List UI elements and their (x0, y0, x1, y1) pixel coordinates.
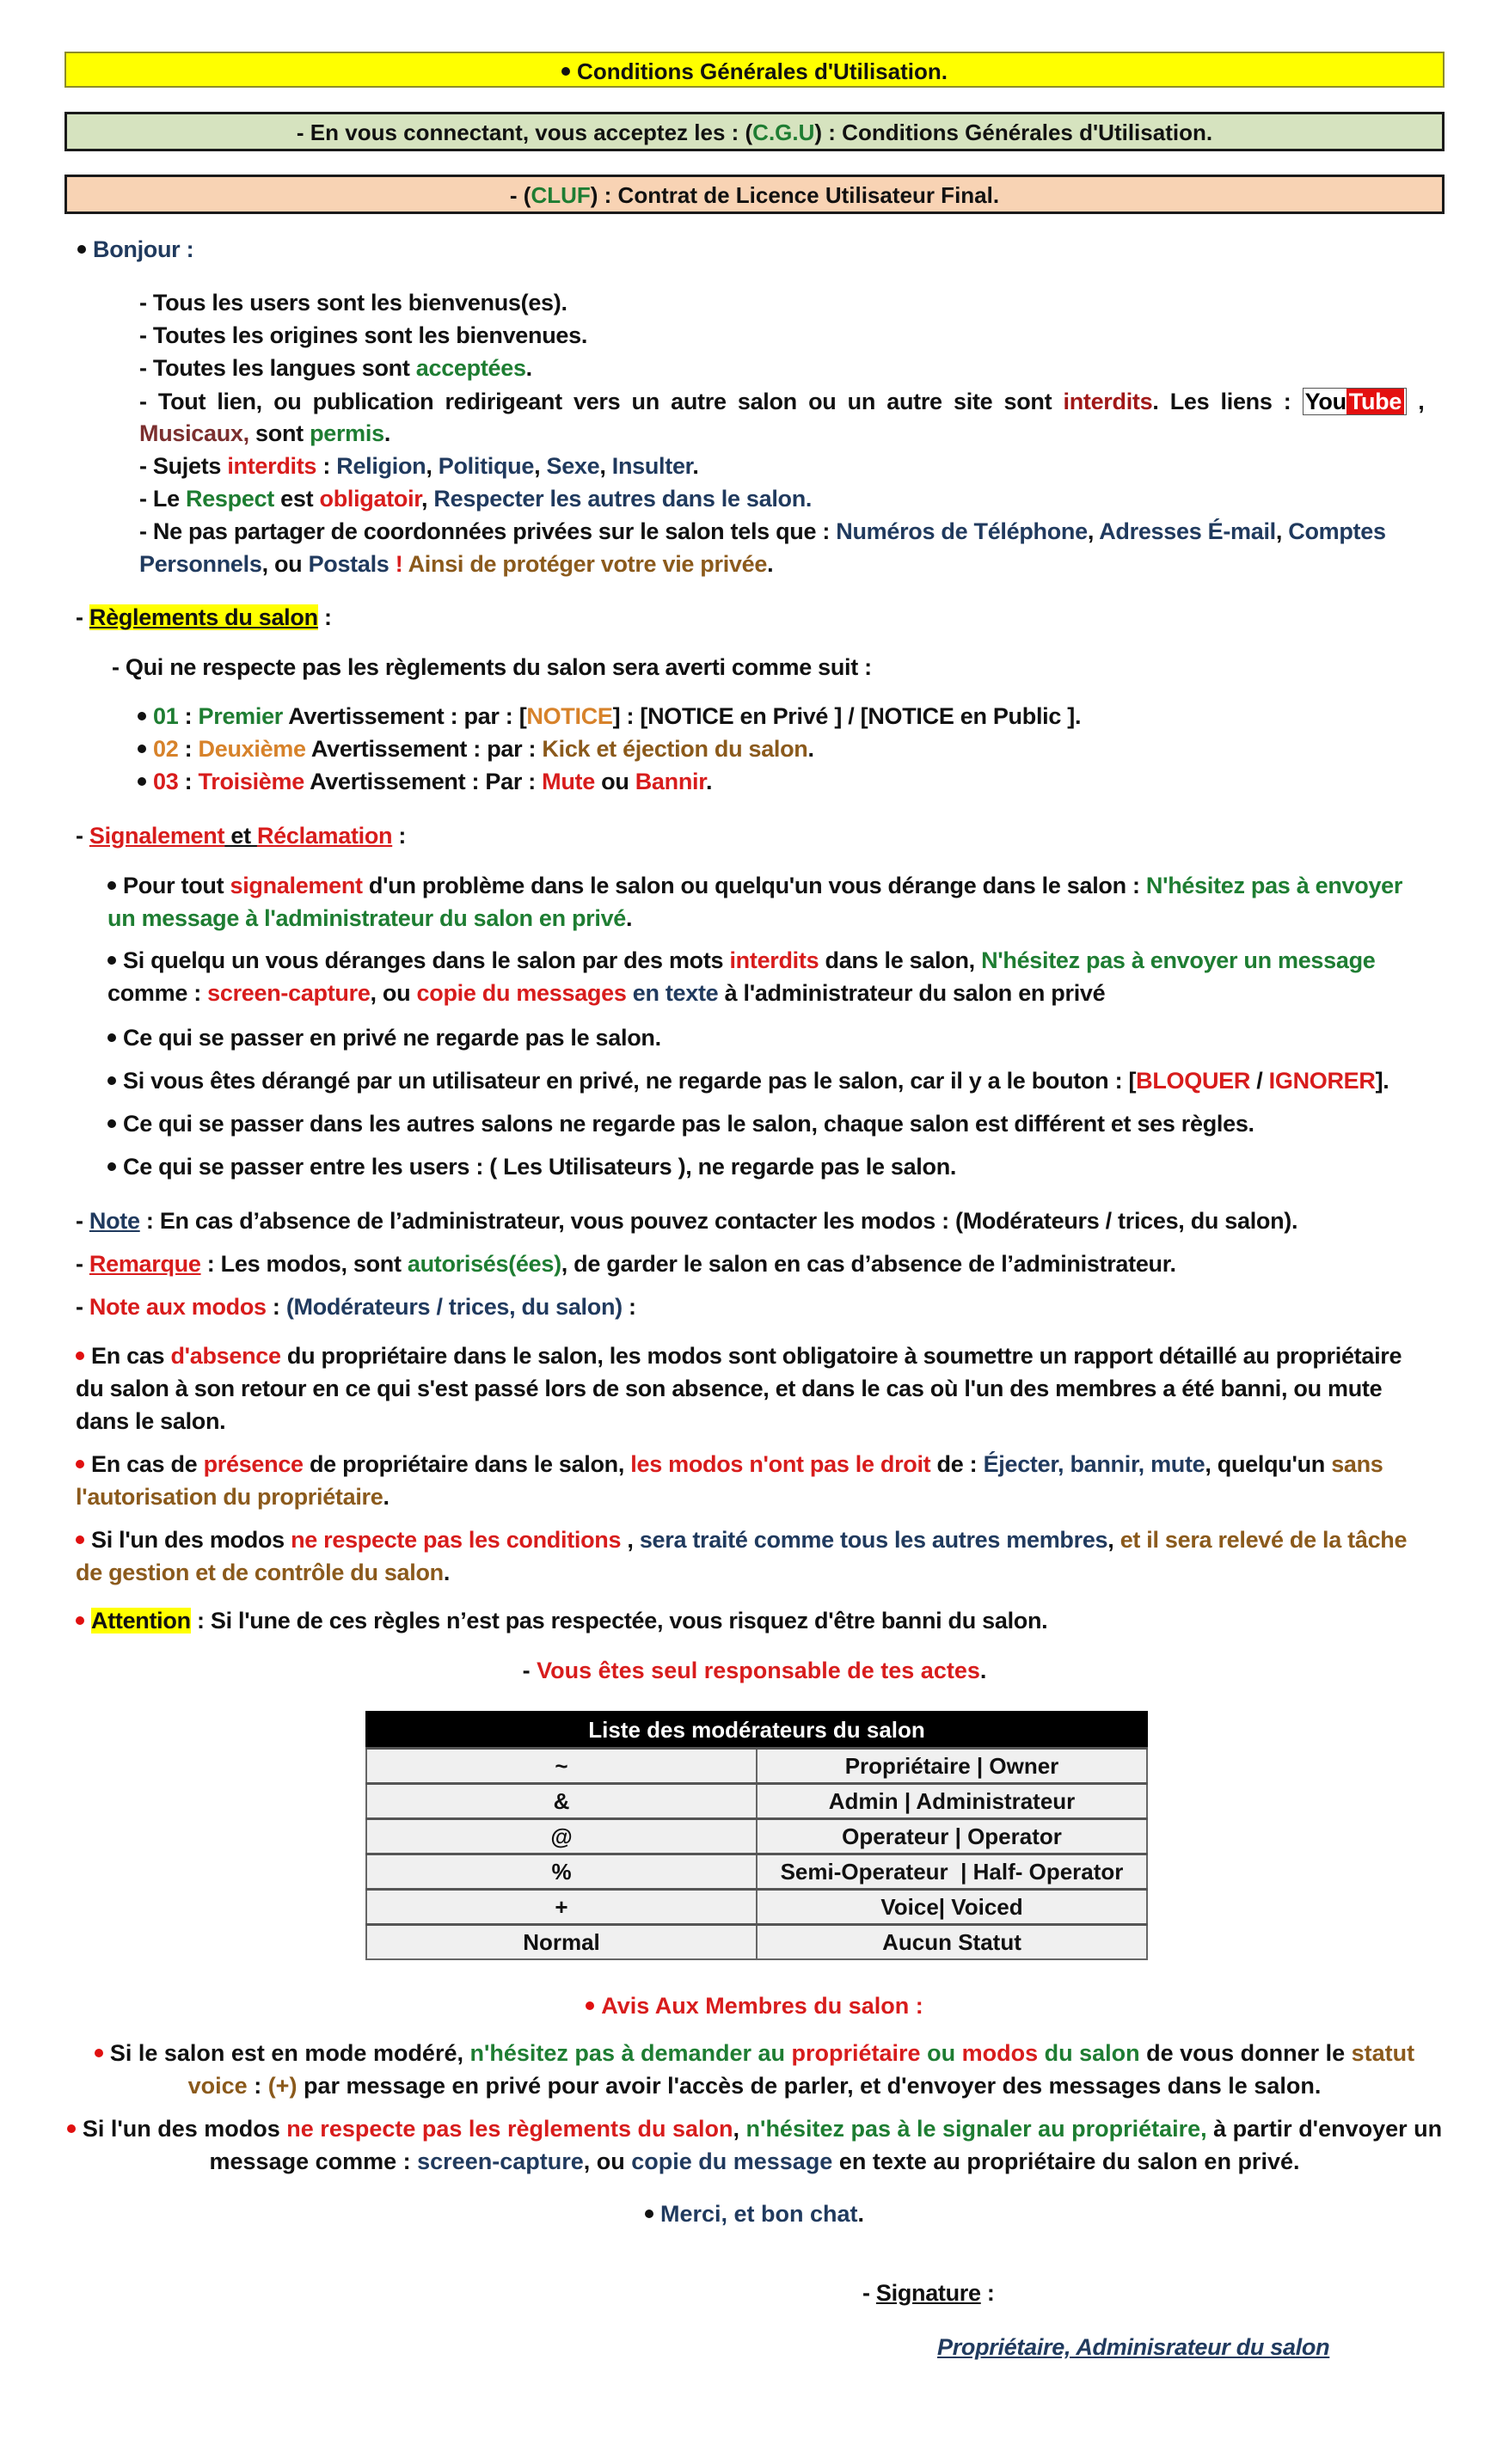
text: - (862, 2280, 876, 2306)
text: - (76, 604, 89, 630)
text: En cas de (91, 1451, 204, 1477)
text: Religion (336, 453, 426, 479)
text: d'absence (170, 1343, 281, 1369)
modos-rule-3 (76, 1527, 1407, 1554)
bullet-icon (107, 1076, 116, 1085)
bullet-icon (77, 245, 86, 254)
table-row (366, 1925, 1147, 1960)
text: Si le salon est en mode modéré, (109, 2040, 470, 2066)
bonjour-heading-text: Bonjour : (93, 236, 194, 262)
text: Politique (438, 453, 535, 479)
text: : (317, 604, 332, 630)
text: Premier (198, 703, 284, 729)
text: sans (1331, 1451, 1383, 1477)
links-rule-line (139, 388, 1438, 415)
bullet-icon (76, 1352, 84, 1360)
text: Signalement (89, 823, 225, 849)
bullet-icon (138, 777, 146, 786)
text: Merci, et bon chat (659, 2201, 858, 2227)
text: , de garder le salon en cas d’absence de l’administrateur. (561, 1251, 1176, 1277)
text: Si l'un des modos (82, 2116, 287, 2142)
youtube-you: You (1304, 389, 1346, 414)
bullet-icon (107, 1162, 116, 1171)
text: - (522, 1658, 537, 1683)
text: interdits (227, 453, 317, 479)
signalement-point-5 (107, 1111, 1254, 1137)
text: sera traité comme tous les autres membres (639, 1527, 1108, 1553)
text: ] : [NOTICE en Privé ] / [NOTICE en Public ]. (612, 703, 1082, 729)
text: . (857, 2201, 865, 2227)
text: de propriétaire dans le salon, (303, 1451, 631, 1477)
text: Personnels (139, 551, 262, 577)
welcome-line-3 (139, 355, 532, 382)
text: copie du message (631, 2148, 833, 2174)
signalement-point-3 (107, 1025, 661, 1051)
youtube-logo-icon (1303, 388, 1407, 415)
text: , (1107, 1527, 1120, 1553)
links-rule-line-2 (139, 420, 390, 447)
text: obligatoir (319, 486, 422, 512)
text: Si l'un des modos (91, 1527, 291, 1553)
role-cell: Propriétaire | Owner (757, 1749, 1147, 1784)
text: . (383, 420, 391, 446)
text: N'hésitez pas à envoyer un message (981, 947, 1376, 973)
text: Sexe (546, 453, 600, 479)
text: copie du messages (416, 980, 627, 1006)
text: - Sujets (139, 453, 228, 479)
avis-point-2 (0, 2116, 1509, 2142)
text: Éjecter, bannir, mute (983, 1451, 1205, 1477)
text: - (76, 823, 89, 849)
cgu-abbr: C.G.U (752, 120, 815, 145)
signalement-point-1 (107, 873, 1436, 899)
symbol-cell: @ (366, 1819, 757, 1854)
text: par message en privé pour avoir l'accès de parler, et d'envoyer des messages dans le salon. (297, 2073, 1322, 2099)
text: . (443, 1560, 451, 1585)
symbol-cell: & (366, 1784, 757, 1819)
text: Musicaux, (139, 420, 249, 446)
symbol-cell: % (366, 1854, 757, 1890)
text: . (692, 453, 699, 479)
text: : (980, 2280, 995, 2306)
text: Vous êtes seul responsable de tes actes (537, 1658, 980, 1683)
text: Bannir (635, 769, 706, 794)
privacy-line-2 (139, 551, 773, 578)
respect-line (139, 486, 812, 512)
text: , (1087, 518, 1100, 544)
signalement-point-1-cont (107, 905, 632, 932)
cluf-abbr: CLUF (531, 182, 591, 208)
text: un message à l'administrateur du salon en privé (107, 905, 627, 931)
table-row (366, 1819, 1147, 1854)
text: Postals (308, 551, 390, 577)
text: Numéros de Téléphone (836, 518, 1088, 544)
text: - (76, 1294, 89, 1320)
modos-rule-2-cont (76, 1484, 390, 1511)
text: . (767, 551, 774, 577)
text: en texte au propriétaire du salon en privé. (832, 2148, 1300, 2174)
signalement-point-2-cont (107, 980, 1105, 1007)
attention-label: Attention (91, 1608, 191, 1633)
text: : (622, 1294, 636, 1320)
text: , ou (261, 551, 309, 577)
warning-3 (138, 769, 712, 795)
text: Note aux modos (89, 1294, 267, 1320)
text: Remarque (89, 1251, 201, 1277)
text: - (76, 1208, 89, 1234)
text: , (1275, 518, 1289, 544)
text: , ou (583, 2148, 632, 2174)
text: à l'administrateur du salon en privé (718, 980, 1106, 1006)
role-cell: Voice| Voiced (757, 1890, 1147, 1925)
signature-label (862, 2280, 995, 2307)
text: NOTICE (526, 703, 613, 729)
cluf-suffix: ) : Contrat de Licence Utilisateur Final. (590, 182, 1000, 208)
avis-heading (0, 1993, 1509, 2020)
note-line (76, 1208, 1297, 1235)
text: signalement (230, 873, 363, 898)
text: Avertissement : Par : (304, 769, 543, 794)
avis-point-2-cont (0, 2148, 1509, 2175)
bullet-icon (67, 2124, 76, 2133)
signalement-point-6 (107, 1154, 956, 1180)
modos-rule-1 (76, 1343, 1402, 1370)
text: Réclamation (256, 823, 393, 849)
welcome-line-2: - Toutes les origines sont les bienvenues. (139, 322, 588, 348)
welcome-line-1: - Tous les users sont les bienvenus(es). (139, 290, 567, 316)
bullet-icon (76, 1535, 84, 1544)
cluf-banner (64, 175, 1445, 214)
text: - Ne pas partager de coordonnées privées sur le salon tels que : (139, 518, 837, 544)
text: Respect (186, 486, 274, 512)
text: message comme : (209, 2148, 418, 2174)
role-cell: Aucun Statut (757, 1925, 1147, 1960)
text: ne respecte pas les règlements du salon (286, 2116, 733, 2142)
text: screen-capture (417, 2148, 584, 2174)
privacy-line (139, 518, 1438, 545)
bullet-icon (107, 881, 116, 890)
text: , (426, 453, 439, 479)
text: Troisième (198, 769, 304, 794)
warning-1 (138, 703, 1081, 730)
text: Signature (875, 2280, 981, 2306)
text: ne respecte pas les conditions (291, 1527, 622, 1553)
text: Respecter les autres dans le salon. (433, 486, 813, 512)
text: 03 (153, 769, 179, 794)
text: , quelqu'un (1205, 1451, 1332, 1477)
text: de : (930, 1451, 984, 1477)
text: à partir d'envoyer un (1206, 2116, 1443, 2142)
text: 01 (153, 703, 179, 729)
table-row (366, 1749, 1147, 1784)
text: ]. (1375, 1068, 1389, 1094)
symbol-cell: Normal (366, 1925, 757, 1960)
text: Adresses É-mail (1099, 518, 1276, 544)
youtube-tube: Tube (1346, 389, 1404, 414)
note-modos-line (76, 1294, 636, 1321)
title-banner (64, 52, 1445, 88)
responsibility-line (0, 1658, 1509, 1684)
text: statut (1351, 2040, 1415, 2066)
text: permis (310, 420, 384, 446)
modos-rule-2 (76, 1451, 1383, 1478)
text: interdits (729, 947, 819, 973)
text: BLOQUER (1136, 1068, 1251, 1094)
warning-2 (138, 736, 814, 763)
text: : (266, 1294, 286, 1320)
text: en texte (626, 980, 719, 1006)
text: Si quelqu un vous déranges dans le salon par des mots (123, 947, 730, 973)
bullet-icon (107, 956, 116, 965)
text: l'autorisation du propriétaire (76, 1484, 383, 1510)
text: , (599, 453, 612, 479)
cluf-prefix: - ( (509, 182, 531, 208)
text: : (178, 703, 199, 729)
text: - Le (139, 486, 187, 512)
text: / (1250, 1068, 1269, 1094)
text: Avertissement : par : [ (283, 703, 527, 729)
bullet-icon (645, 2210, 653, 2218)
text: du salon (1038, 2040, 1140, 2066)
text: dans le salon, (819, 947, 982, 973)
modos-rule-3-cont (76, 1560, 450, 1586)
text: Avertissement : par : (305, 736, 543, 762)
text: . (705, 769, 713, 794)
text: et il sera relevé de la tâche (1119, 1527, 1408, 1553)
text: : (247, 2073, 268, 2099)
text: modos (961, 2040, 1039, 2066)
text: les modos n'ont pas le droit (630, 1451, 931, 1477)
symbol-cell: ~ (366, 1749, 757, 1784)
text: ! (389, 551, 408, 577)
text: Note (89, 1208, 140, 1234)
bullet-icon (138, 712, 146, 720)
text: : En cas d’absence de l’administrateur, vous pouvez contacter les modos : (Modérateurs / trices, du salon). (139, 1208, 1298, 1234)
forbidden-subjects-line (139, 453, 699, 480)
text: de gestion et de contrôle du salon (76, 1560, 444, 1585)
moderators-table (365, 1711, 1148, 1960)
remarque-line (76, 1251, 1176, 1278)
text: : Les modos, sont (200, 1251, 408, 1277)
text: acceptées (415, 355, 526, 381)
bullet-icon (76, 1460, 84, 1468)
moderators-table-title: Liste des modérateurs du salon (366, 1712, 1147, 1749)
cgu-suffix: ) : Conditions Générales d'Utilisation. (814, 120, 1213, 145)
text: , (534, 453, 547, 479)
text: , (421, 486, 434, 512)
text: . (979, 1658, 987, 1683)
signalement-point-4 (107, 1068, 1389, 1094)
text: . (383, 1484, 390, 1510)
role-cell: Semi-Operateur | Half- Operator (757, 1854, 1147, 1890)
bullet-icon (138, 745, 146, 753)
text: Kick et éjection du salon (542, 736, 808, 762)
text: Pour tout (123, 873, 230, 898)
text: propriétaire (791, 2040, 921, 2066)
role-cell: Admin | Administrateur (757, 1784, 1147, 1819)
text: (Modérateurs / trices, du salon) (285, 1294, 623, 1320)
text: voice (187, 2073, 248, 2099)
text: , (733, 2116, 746, 2142)
text: - (76, 1251, 89, 1277)
text: Ce qui se passer dans les autres salons ne regarde pas le salon, chaque salon est différent et ses règles. (123, 1111, 1254, 1137)
bullet-icon (76, 1616, 84, 1625)
text: et (224, 823, 257, 849)
text: , (1407, 389, 1425, 414)
title-text: Conditions Générales d'Utilisation. (577, 58, 948, 84)
reglements-heading (76, 604, 332, 631)
reglements-intro: - Qui ne respecte pas les règlements du salon sera averti comme suit : (112, 654, 872, 680)
text: . (525, 355, 532, 381)
text: ou (594, 769, 635, 794)
signalement-point-2 (107, 947, 1376, 974)
text: Règlements du salon (89, 604, 318, 630)
avis-point-1 (0, 2040, 1509, 2067)
text: : (178, 736, 199, 762)
modos-rule-1-cont: du salon à son retour en ce qui s'est passé lors de son absence, et dans le cas où l'un des membres a été banni, ou mute (76, 1376, 1383, 1401)
text: - Toutes les langues sont (139, 355, 416, 381)
text: . (807, 736, 814, 762)
bonjour-heading (77, 236, 193, 263)
text: (+) (267, 2073, 298, 2099)
text: 02 (153, 736, 179, 762)
text: Comptes (1288, 518, 1386, 544)
cgu-banner (64, 112, 1445, 151)
text: d'un problème dans le salon ou quelqu'un vous dérange dans le salon : (362, 873, 1146, 898)
table-row (366, 1890, 1147, 1925)
text: : (392, 823, 407, 849)
table-row (366, 1784, 1147, 1819)
avis-point-1-cont (0, 2073, 1509, 2099)
text: - Tout lien, ou publication redirigeant vers un autre salon ou un autre site sont (139, 389, 1064, 414)
text: Si vous êtes dérangé par un utilisateur en privé, ne regarde pas le salon, car il y a le bouton : [ (123, 1068, 1137, 1094)
text: . (626, 905, 633, 931)
text: : (178, 769, 199, 794)
bullet-icon (107, 1033, 116, 1042)
role-cell: Operateur | Operator (757, 1819, 1147, 1854)
text: autorisés(ées) (407, 1251, 561, 1277)
text: IGNORER (1268, 1068, 1376, 1094)
text: n'hésitez pas à demander au (469, 2040, 792, 2066)
bullet-icon (561, 67, 570, 76)
text: . Les liens : (1152, 389, 1303, 414)
text: sont (248, 420, 310, 446)
text: Ce qui se passer en privé ne regarde pas le salon. (123, 1025, 661, 1051)
text: de vous donner le (1139, 2040, 1352, 2066)
text: comme : (107, 980, 208, 1006)
text: Insulter (611, 453, 693, 479)
text: présence (203, 1451, 304, 1477)
text: interdits (1063, 389, 1153, 414)
signature-name: Propriétaire, Adminisrateur du salon (937, 2334, 1330, 2360)
text: : Si l'une de ces règles n’est pas respectée, vous risquez d'être banni du salon. (190, 1608, 1048, 1633)
text: du propriétaire dans le salon, les modos sont obligatoire à soumettre un rapport détaillé au propriétaire (280, 1343, 1402, 1369)
text: Ainsi de protéger votre vie privée (408, 551, 768, 577)
text: Deuxième (198, 736, 306, 762)
text: En cas (91, 1343, 171, 1369)
text: Avis Aux Membres du salon : (601, 1993, 923, 2019)
cgu-prefix: - En vous connectant, vous acceptez les : ( (296, 120, 753, 145)
bullet-icon (586, 2001, 594, 2010)
text: est (273, 486, 320, 512)
text: : (316, 453, 337, 479)
text: N'hésitez pas à envoyer (1145, 873, 1403, 898)
table-row (366, 1854, 1147, 1890)
bullet-icon (107, 1119, 116, 1128)
merci-line (0, 2201, 1509, 2228)
signalement-heading (76, 823, 406, 849)
modos-rule-1-cont2: dans le salon. (76, 1408, 226, 1434)
text: Mute (542, 769, 595, 794)
text: screen-capture (207, 980, 371, 1006)
text: Ce qui se passer entre les users : ( Les Utilisateurs ), ne regarde pas le salon. (123, 1154, 957, 1180)
text: n'hésitez pas à le signaler au propriétaire, (745, 2116, 1207, 2142)
symbol-cell: + (366, 1890, 757, 1925)
text: , (621, 1527, 640, 1553)
text: ou (920, 2040, 962, 2066)
bullet-icon (95, 2049, 103, 2057)
text: , ou (370, 980, 417, 1006)
attention-line (76, 1608, 1047, 1634)
